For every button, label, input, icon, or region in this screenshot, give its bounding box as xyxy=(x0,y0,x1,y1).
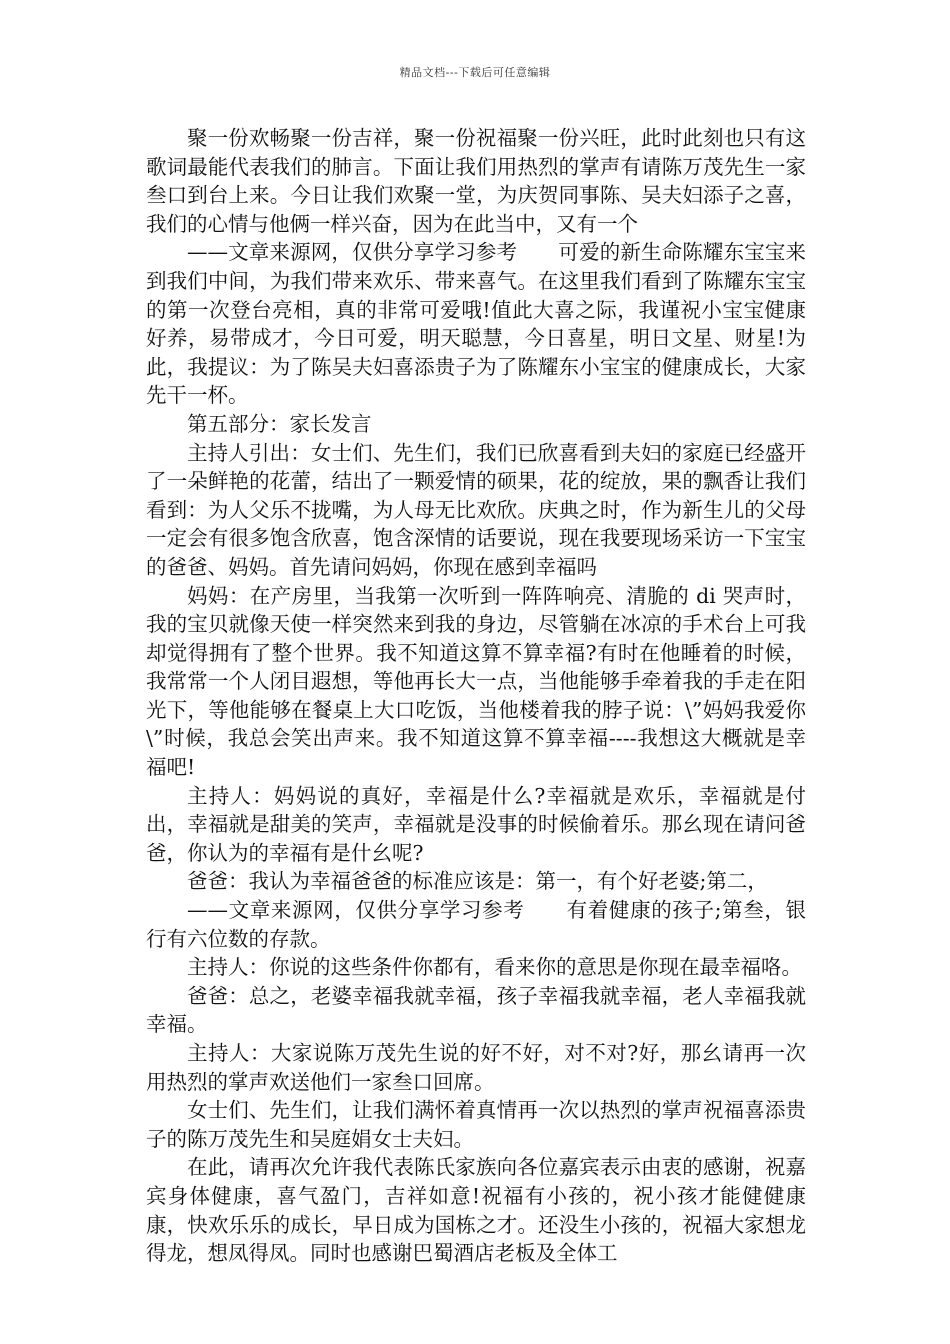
page-header: 精品文档---下载后可任意编辑 xyxy=(399,66,551,79)
paragraph: 爸爸：总之，老婆幸福我就幸福，孩子幸福我就幸福，老人幸福我就幸福。 xyxy=(146,983,806,1037)
document-body xyxy=(146,124,806,1268)
paragraph: 爸爸：我认为幸福爸爸的标准应该是：第一，有个好老婆;第二， xyxy=(187,869,768,894)
paragraph: 主持人：大家说陈万茂先生说的好不好，对不对?好，那幺请再一次用热烈的掌声欢送他们一家叁口回席。 xyxy=(146,1041,806,1094)
paragraph: 在此，请再次允许我代表陈氏家族向各位嘉宾表示由衷的感谢，祝嘉宾身体健康，喜气盈门，吉祥如意!祝福有小孩的，祝小孩才能健健康康，快欢乐乐的成长，早日成为国栋之才。还没生小孩的，祝福大家想龙得龙，想凤得凤。同时也感谢巴蜀酒店老板及全体工 xyxy=(146,1155,806,1266)
paragraph: 主持人引出：女士们、先生们，我们已欣喜看到夫妇的家庭已经盛开了一朵鲜艳的花蕾，结出了一颗爱情的硕果，花的绽放，果的飘香让我们看到：为人父乐不拢嘴，为人母无比欢欣。庆典之时，作为新生儿的父母一定会有很多饱含欣喜，饱含深情的话要说，现在我要现场采访一下宝宝的爸爸、妈妈。首先请问妈妈，你现在感到幸福吗 xyxy=(146,440,806,579)
paragraph: 主持人：妈妈说的真好，幸福是什么?幸福就是欢乐，幸福就是付出，幸福就是甜美的笑声，幸福就是没事的时候偷着乐。那幺现在请问爸爸，你认为的幸福有是什幺呢? xyxy=(146,783,806,865)
paragraph: ——文章来源网，仅供分享学习参考 可爱的新生命陈耀东宝宝来到我们中间，为我们带来欢乐、带来喜气。在这里我们看到了陈耀东宝宝的第一次登台亮相，真的非常可爱哦!值此大喜之际，我谨祝小宝宝健康好养，易带成才，今日可爱，明天聪慧，今日喜星，明日文星、财星!为此，我提议：为了陈吴夫妇喜添贵子为了陈耀东小宝宝的健康成长，大家先干一杯。 xyxy=(146,240,806,408)
section-heading: 第五部分：家长发言 xyxy=(187,411,372,436)
paragraph: 妈妈：在产房里，当我第一次听到一阵阵响亮、清脆的 di 哭声时，我的宝贝就像天使一样突然来到我的身边，尽管躺在冰凉的手术台上可我却觉得拥有了整个世界。我不知道这算不算幸福?有时在他睡着的时候，我常常一个人闭目遐想，等他再长大一点，当他能够手牵着我的手走在阳光下，等他能够在餐桌上大口吃饭，当他楼着我的脖子说：\”妈妈我爱你\”时候，我总会笑出声来。我不知道这算不算幸福----我想这大概就是幸福吧! xyxy=(146,583,806,780)
paragraph: 主持人：你说的这些条件你都有，看来你的意思是你现在最幸福咯。 xyxy=(187,955,802,980)
paragraph: 聚一份欢畅聚一份吉祥，聚一份祝福聚一份兴旺，此时此刻也只有这歌词最能代表我们的肺言。下面让我们用热烈的掌声有请陈万茂先生一家叁口到台上来。今日让我们欢聚一堂，为庆贺同事陈、吴夫妇添子之喜，我们的心情与他俩一样兴奋，因为在此当中，又有一个 xyxy=(146,126,806,236)
paragraph: 女士们、先生们，让我们满怀着真情再一次以热烈的掌声祝福喜添贵子的陈万茂先生和吴庭娟女士夫妇。 xyxy=(146,1098,806,1151)
paragraph: ——文章来源网，仅供分享学习参考 有着健康的孩子;第叁，银行有六位数的存款。 xyxy=(146,898,806,951)
